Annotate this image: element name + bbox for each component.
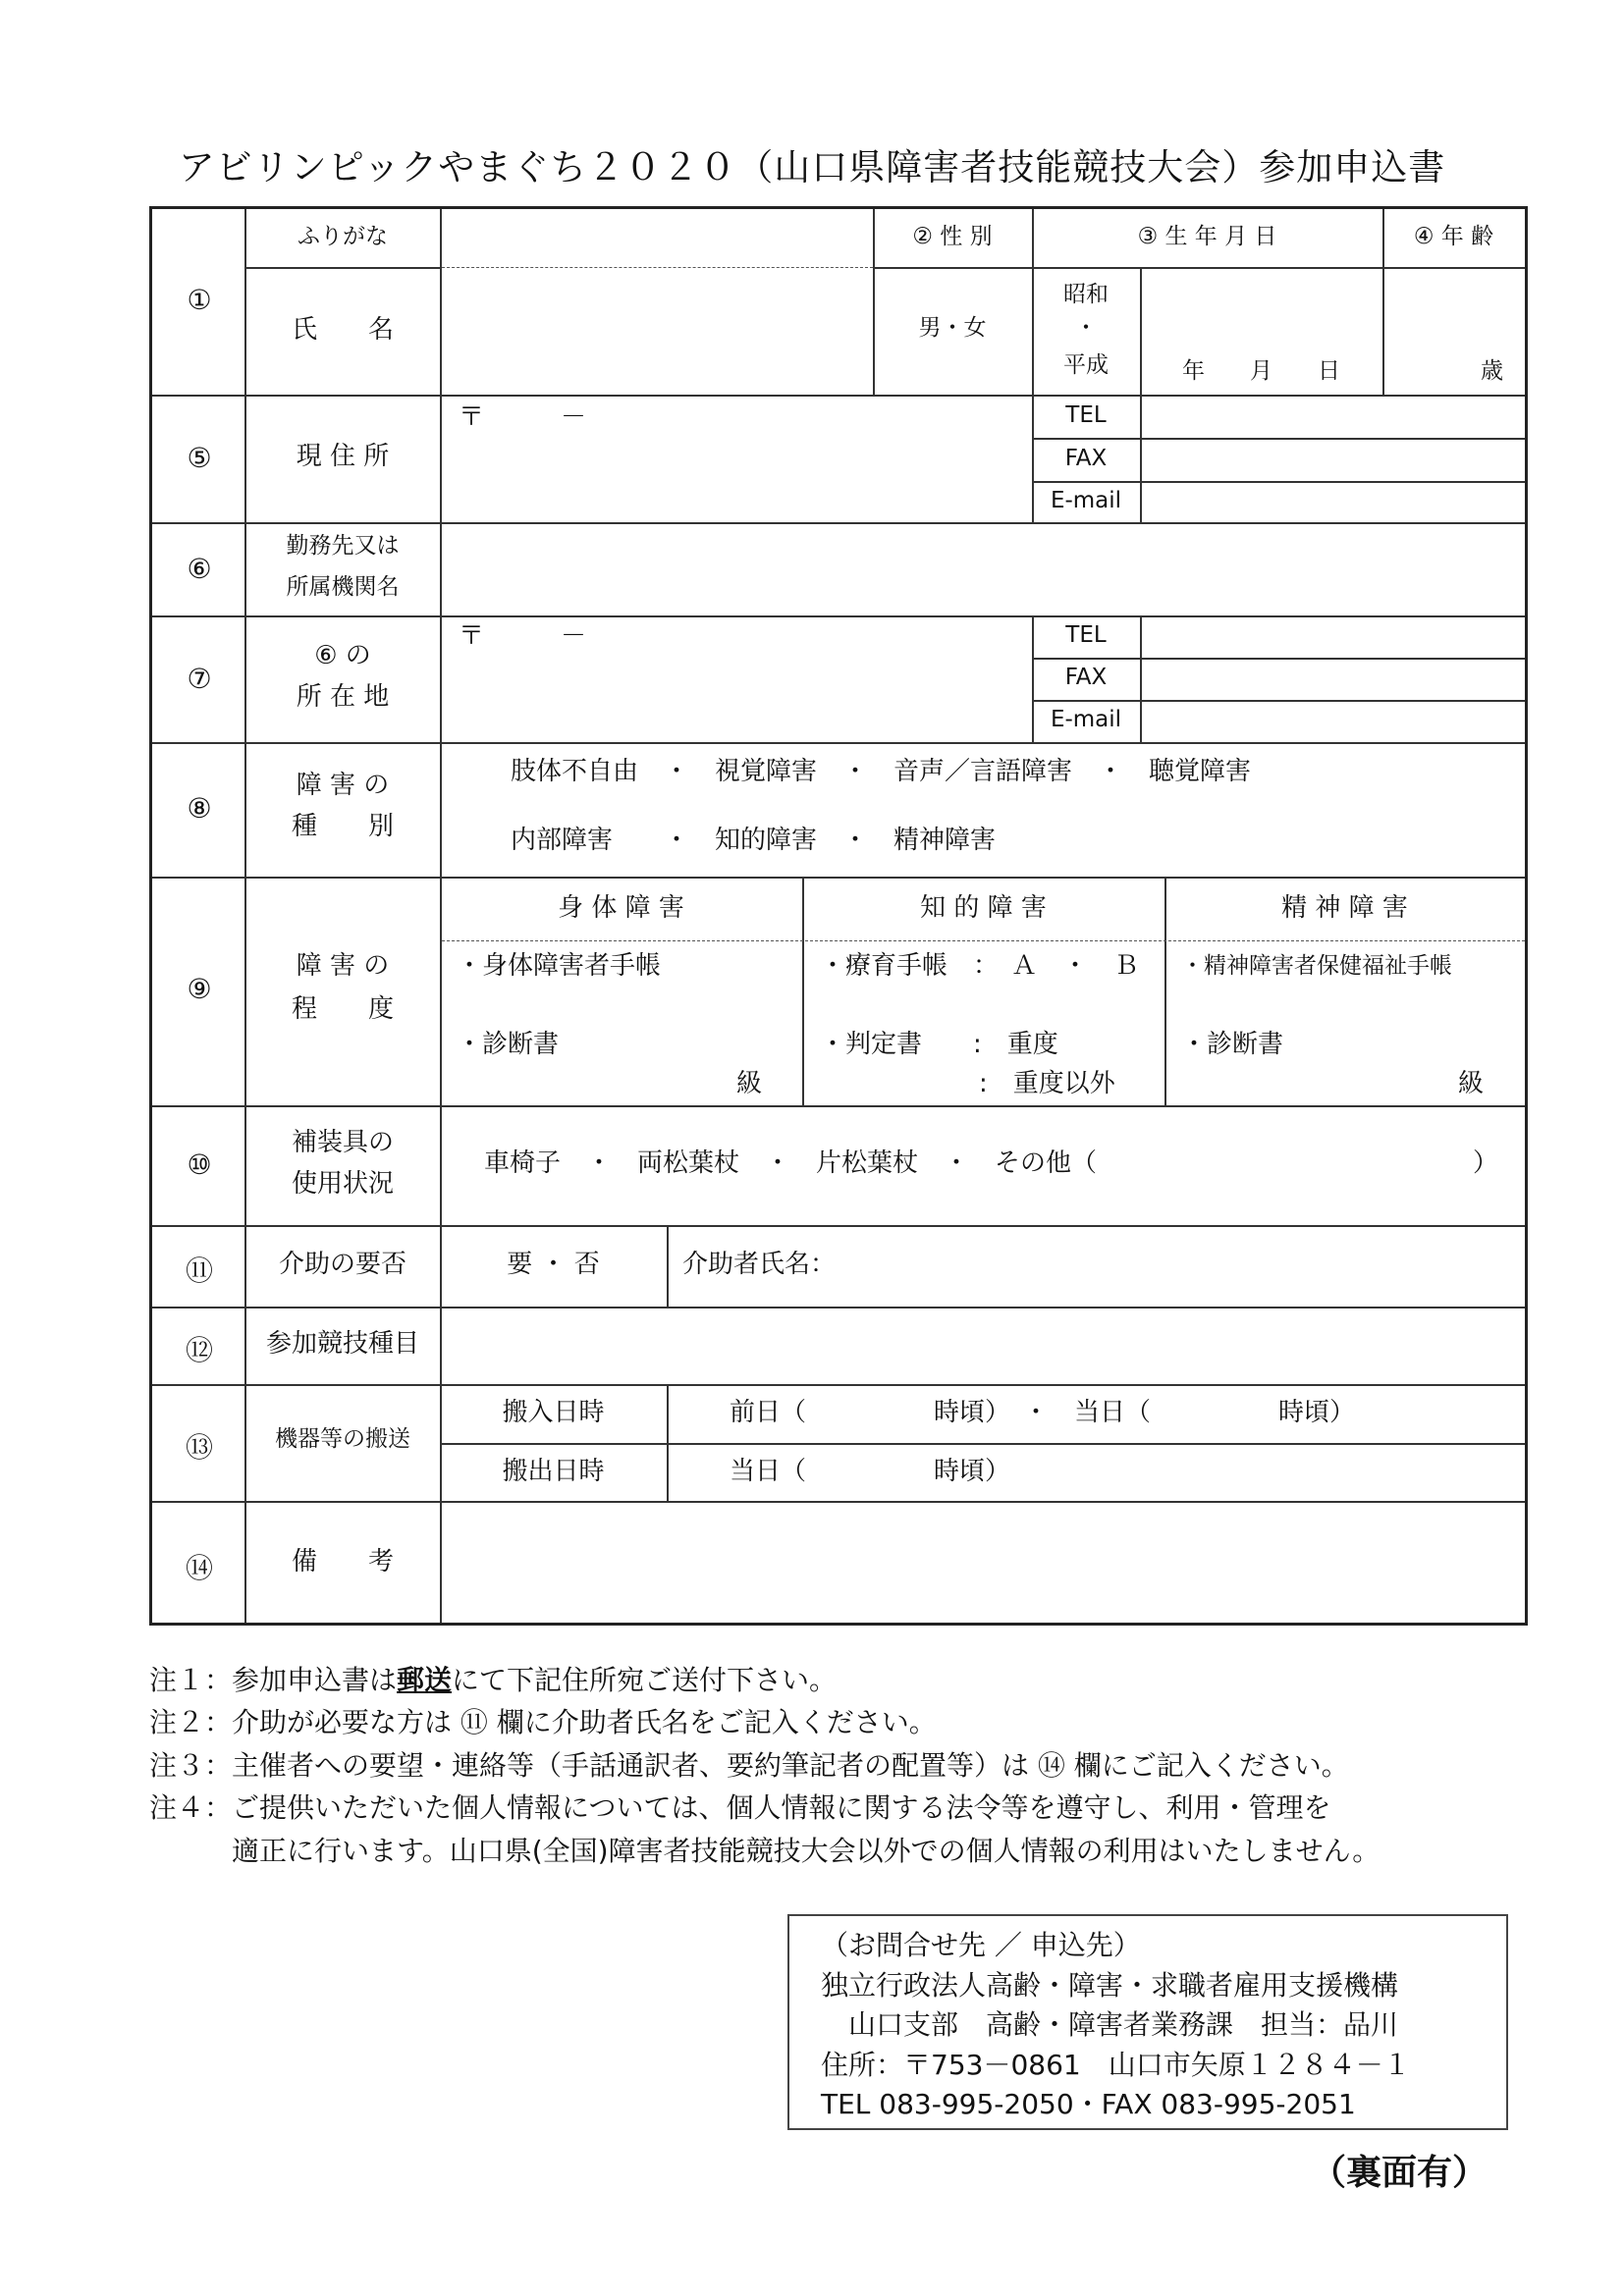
event-label: 参加競技種目: [265, 1329, 419, 1359]
name-label: 氏 名: [291, 315, 394, 345]
furigana-field[interactable]: [447, 219, 869, 262]
note-2: 注２：介助が必要な方は ⑪ 欄に介助者氏名をご記入ください。: [149, 1706, 937, 1739]
note-4-continued: 適正に行います。山口県(全国)障害者技能競技大会以外での個人情報の利用はいたしません。: [149, 1834, 1380, 1867]
workplace-email-label: E-mail: [1050, 707, 1122, 732]
assistance-options[interactable]: 要 ・ 否: [507, 1250, 600, 1279]
assistive-device-label-1: 補装具の: [291, 1128, 394, 1157]
assistive-device-close: ）: [1473, 1148, 1499, 1178]
carry-out-value[interactable]: 当日（ 時頃）: [730, 1457, 1011, 1486]
contact-box: [787, 1914, 1508, 2130]
row-number-9: ⑨: [187, 973, 212, 1005]
workplace-address-label-1: ⑥ の: [314, 641, 371, 670]
ryoiku-handbook-option[interactable]: ・療育手帳 ： Ａ ・ Ｂ: [820, 951, 1140, 981]
physical-grade-unit: 級: [736, 1069, 763, 1098]
assistive-device-label-2: 使用状況: [291, 1169, 394, 1199]
contact-heading: （お問合せ先 ／ 申込先）: [821, 1929, 1141, 1961]
physical-certificate-option[interactable]: ・診断書: [457, 1030, 560, 1059]
note-3: 注３：主催者への要望・連絡等（手話通訳者、要約筆記者の配置等）は ⑭ 欄にご記入ください。: [149, 1748, 1349, 1782]
contact-address: 住所：〒753－0861 山口市矢原１２８４－１: [821, 2048, 1411, 2081]
era-separator: ・: [1074, 315, 1098, 341]
row-number-10: ⑩: [187, 1148, 212, 1181]
note-4: 注４：ご提供いただいた個人情報については、個人情報に関する法令等を遵守し、利用・管理を: [149, 1791, 1331, 1825]
mental-certificate-option[interactable]: ・診断書: [1181, 1030, 1284, 1059]
workplace-tel-label: TEL: [1065, 622, 1107, 648]
form-title: アビリンピックやまぐち２０２０（山口県障害者技能競技大会）参加申込書: [178, 146, 1446, 188]
contact-phone: TEL 083-995-2050・FAX 083-995-2051: [821, 2088, 1356, 2121]
row-number-7: ⑦: [187, 663, 212, 695]
era-heisei[interactable]: 平成: [1063, 352, 1109, 378]
address-tel-label: TEL: [1065, 402, 1107, 428]
row-number-14: ⑭: [185, 1552, 213, 1584]
workplace-label-2: 所属機関名: [286, 574, 400, 600]
judgment-other-option[interactable]: : 重度以外: [979, 1069, 1115, 1098]
assistive-device-options[interactable]: 車椅子 ・ 両松葉杖 ・ 片松葉杖 ・ その他（: [484, 1148, 1098, 1178]
carry-in-value[interactable]: 前日（ 時頃） ・ 当日（ 時頃）: [730, 1398, 1356, 1427]
event-field[interactable]: [447, 1312, 1517, 1379]
remarks-label: 備 考: [291, 1547, 394, 1576]
address-fax-label: FAX: [1064, 446, 1108, 471]
helper-name-label: 介助者氏名：: [682, 1250, 837, 1279]
name-field[interactable]: [447, 274, 869, 390]
disability-type-label-2: 種 別: [291, 812, 394, 841]
note-1-emphasis: 郵送: [397, 1664, 453, 1696]
disability-type-options-2[interactable]: 内部障害 ・ 知的障害 ・ 精神障害: [511, 826, 997, 855]
row-number-1: ①: [187, 284, 212, 316]
disability-level-label-2: 程 度: [291, 994, 394, 1024]
assistance-label: 介助の要否: [278, 1250, 406, 1279]
note-1: 注１：参加申込書は郵送にて下記住所宛ご送付下さい。: [149, 1664, 838, 1696]
back-side-note: （裏面有）: [1311, 2153, 1489, 2193]
row-number-8: ⑧: [187, 792, 212, 825]
mental-disability-header: 精 神 障 害: [1281, 893, 1408, 923]
sex-options[interactable]: 男・女: [918, 315, 987, 341]
workplace-postal[interactable]: 〒 －: [459, 621, 587, 651]
contact-department: 山口支部 高齢・障害者業務課 担当：品川: [821, 2008, 1399, 2042]
row-number-5: ⑤: [187, 442, 212, 474]
row-number-11: ⑪: [185, 1255, 213, 1287]
dob-fields[interactable]: 年 月 日: [1182, 358, 1340, 384]
carry-out-label: 搬出日時: [502, 1457, 605, 1486]
remarks-field[interactable]: [447, 1507, 1517, 1617]
carry-in-label: 搬入日時: [502, 1398, 605, 1427]
physical-handbook-option[interactable]: ・身体障害者手帳: [457, 951, 662, 981]
row-number-12: ⑫: [185, 1334, 213, 1366]
contact-organization: 独立行政法人高齢・障害・求職者雇用支援機構: [821, 1968, 1399, 2002]
workplace-address-label-2: 所 在 地: [296, 682, 390, 712]
mental-grade-unit: 級: [1458, 1069, 1485, 1098]
disability-type-label-1: 障 害 の: [296, 771, 390, 800]
transport-label: 機器等の搬送: [275, 1426, 410, 1452]
workplace-label-1: 勤務先又は: [286, 533, 400, 559]
furigana-label: ふりがな: [298, 224, 388, 249]
workplace-fax-label: FAX: [1064, 665, 1108, 690]
disability-type-options-1[interactable]: 肢体不自由 ・ 視覚障害 ・ 音声／言語障害 ・ 聴覚障害: [511, 757, 1252, 786]
address-postal[interactable]: 〒 －: [459, 402, 587, 432]
age-header: ④ 年 齢: [1413, 224, 1494, 249]
workplace-field[interactable]: [447, 527, 1517, 612]
age-unit: 歳: [1481, 358, 1503, 384]
row-number-13: ⑬: [185, 1431, 213, 1464]
application-form: [149, 206, 1528, 1626]
notes: [149, 1659, 1380, 1872]
mental-handbook-option[interactable]: ・精神障害者保健福祉手帳: [1181, 953, 1452, 979]
era-showa[interactable]: 昭和: [1063, 282, 1109, 307]
judgment-severe-option[interactable]: ・判定書 : 重度: [820, 1030, 1058, 1059]
address-email-label: E-mail: [1050, 488, 1122, 513]
dob-header: ③ 生 年 月 日: [1137, 224, 1277, 249]
sex-header: ② 性 別: [912, 224, 993, 249]
row-number-6: ⑥: [187, 553, 212, 585]
address-label: 現 住 所: [296, 442, 390, 471]
intellectual-disability-header: 知 的 障 害: [920, 893, 1047, 923]
disability-level-label-1: 障 害 の: [296, 951, 390, 981]
physical-disability-header: 身 体 障 害: [558, 893, 684, 923]
